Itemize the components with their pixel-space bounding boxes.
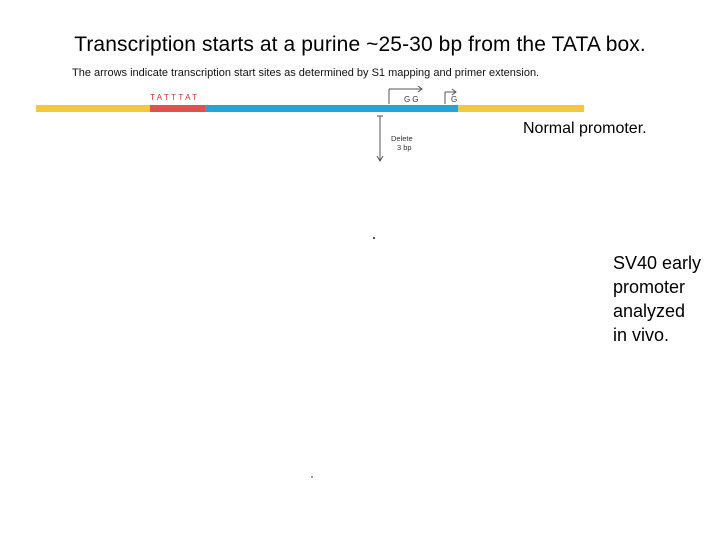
slide-subtitle: The arrows indicate transcription start sites as determined by S1 mapping and primer extension. [72,67,540,79]
deletion-marker [377,116,383,161]
deletion-label-line1: Delete [391,134,413,143]
sv40-label-line: promoter [613,277,686,297]
slide-title: Transcription starts at a purine ~25-30 bp from the TATA box. [74,33,646,56]
promoter-diagram [30,86,590,166]
sv40-label-line: analyzed [613,301,686,321]
dna-core-segment [205,105,458,112]
stray-dot [311,476,313,478]
sv40-label-line: in vivo. [613,325,670,345]
deletion-label [391,134,415,152]
tata-box-segment [150,105,205,112]
start-site-gg-label: GG [404,95,421,104]
tata-sequence-label: TATTTAT [150,93,200,102]
dna-flank-right [458,105,584,112]
sv40-promoter-label [613,251,718,347]
dna-flank-left [36,105,150,112]
start-site-g-label: G [451,95,458,104]
sv40-label-line: SV40 early [613,253,702,273]
normal-promoter-label: Normal promoter. [523,120,647,137]
stray-dot [373,237,375,239]
deletion-label-line2: 3 bp [397,143,412,152]
